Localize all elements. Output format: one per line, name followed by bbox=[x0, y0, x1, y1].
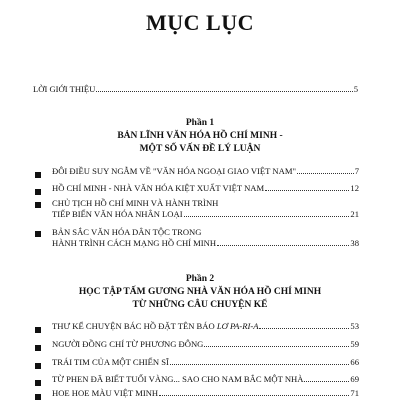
toc-entry-title: HOE HOE MÀU VIỆT MINH bbox=[52, 388, 159, 398]
toc-entry[interactable] bbox=[52, 227, 359, 249]
toc-entry-title: HÀNH TRÌNH CÁCH MẠNG HỒ CHÍ MINH bbox=[52, 238, 217, 248]
toc-page-number: 59 bbox=[350, 339, 359, 349]
dot-leader bbox=[204, 346, 349, 347]
toc-entry-title-line1: CHỦ TỊCH HỒ CHÍ MINH VÀ HÀNH TRÌNH bbox=[52, 198, 219, 208]
dot-leader bbox=[259, 328, 349, 329]
dot-leader bbox=[184, 216, 350, 217]
toc-page-number: 7 bbox=[354, 166, 359, 176]
toc-entry-title: ĐÔI ĐIỀU SUY NGẪM VỀ "VĂN HÓA NGOẠI GIAO VIỆT NAM" bbox=[52, 166, 296, 176]
toc-entry-title bbox=[52, 321, 258, 332]
toc-entry[interactable] bbox=[52, 166, 359, 177]
part-2-heading-line1: HỌC TẬP TẤM GƯƠNG NHÀ VĂN HÓA HỒ CHÍ MINH bbox=[78, 287, 322, 297]
toc-entry-title: TRÁI TIM CỦA MỘT CHIẾN SĨ bbox=[52, 357, 169, 367]
bullet-icon bbox=[35, 189, 41, 195]
toc-entry-title-italic: LƠ PA-RI-A bbox=[216, 321, 259, 331]
part-1-heading bbox=[0, 130, 400, 156]
toc-entry[interactable] bbox=[52, 183, 359, 194]
bullet-icon bbox=[35, 231, 41, 237]
toc-page-number: 69 bbox=[350, 374, 359, 384]
dot-leader bbox=[297, 173, 354, 174]
dot-leader bbox=[159, 395, 349, 396]
toc-page-number: 12 bbox=[350, 183, 359, 193]
dot-leader bbox=[217, 245, 349, 246]
toc-entry[interactable] bbox=[52, 339, 359, 350]
bullet-icon bbox=[35, 345, 41, 351]
part-1-heading-line1: BẢN LĨNH VĂN HÓA HỒ CHÍ MINH - bbox=[117, 131, 283, 141]
toc-entry-title: LỜI GIỚI THIỆU bbox=[33, 84, 96, 94]
dot-leader bbox=[170, 364, 350, 365]
toc-entry-title-text: THƯ KỂ CHUYỆN BÁC HỒ ĐẶT TÊN BÁO bbox=[52, 321, 217, 331]
toc-entry-intro[interactable] bbox=[33, 81, 358, 95]
bullet-icon bbox=[35, 172, 41, 178]
toc-entry[interactable] bbox=[52, 388, 359, 399]
toc-entry[interactable] bbox=[52, 198, 359, 220]
toc-page-number: 21 bbox=[350, 209, 359, 219]
toc-entry-title: TIẾP BIẾN VĂN HÓA NHÂN LOẠI bbox=[52, 209, 183, 219]
part-1-label: Phần 1 bbox=[185, 118, 215, 128]
toc-page-number: 66 bbox=[350, 357, 359, 367]
toc-page-number: 5 bbox=[353, 84, 358, 94]
toc-entry[interactable] bbox=[52, 357, 359, 368]
part-1-heading-line2: MỘT SỐ VẤN ĐỀ LÝ LUẬN bbox=[139, 144, 261, 154]
toc-entry-title: HỒ CHÍ MINH - NHÀ VĂN HÓA KIỆT XUẤT VIỆT NAM bbox=[52, 183, 265, 193]
toc-page-number: 71 bbox=[350, 388, 359, 398]
page-title: MỤC LỤC bbox=[146, 10, 254, 35]
toc-page-number: 38 bbox=[350, 238, 359, 248]
bullet-icon bbox=[35, 380, 41, 386]
bullet-icon bbox=[35, 394, 41, 400]
toc-page-number: 53 bbox=[350, 321, 359, 331]
dot-leader bbox=[265, 190, 349, 191]
part-2-heading-line2: TỪ NHỮNG CÂU CHUYỆN KỂ bbox=[132, 300, 268, 310]
toc-entry[interactable] bbox=[52, 374, 359, 385]
bullet-icon bbox=[35, 202, 41, 208]
dot-leader bbox=[96, 91, 352, 92]
bullet-icon bbox=[35, 327, 41, 333]
toc-entry-title: NGƯỜI ĐỒNG CHÍ TỪ PHƯƠNG ĐÔNG bbox=[52, 339, 204, 349]
part-2-heading bbox=[0, 286, 400, 312]
dot-leader bbox=[304, 381, 349, 382]
toc-entry[interactable] bbox=[52, 321, 359, 332]
part-2-label: Phần 2 bbox=[185, 274, 215, 284]
bullet-icon bbox=[35, 363, 41, 369]
toc-entry-title: TỪ PHEN ĐÃ BIẾT TUỔI VÀNG... SAO CHO NAM BẮC MỘT NHÀ bbox=[52, 374, 304, 384]
toc-entry-title-line1: BẢN SẮC VĂN HÓA DÂN TỘC TRONG bbox=[52, 227, 202, 237]
